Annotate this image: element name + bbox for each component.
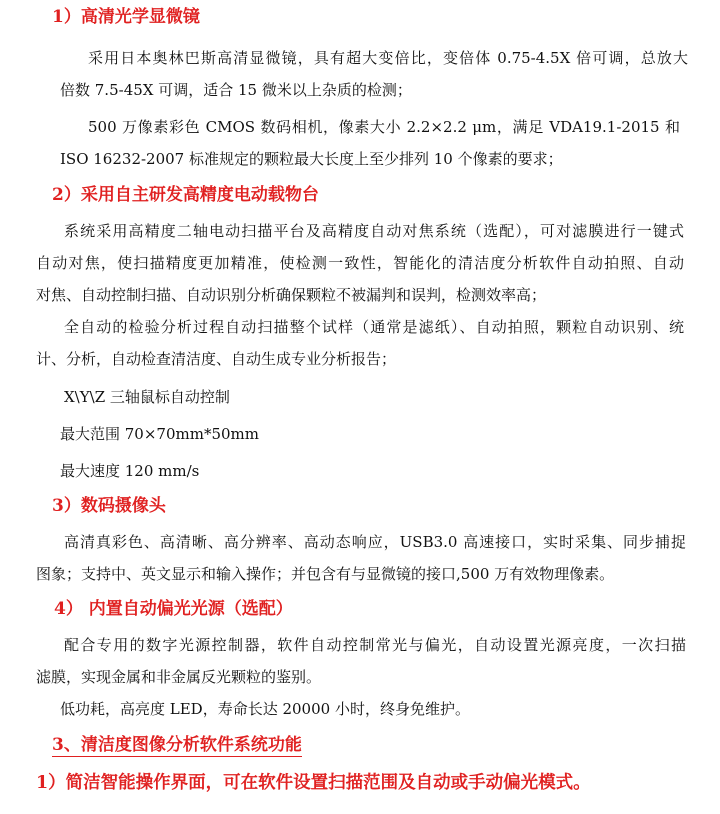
paragraph-line: 配合专用的数字光源控制器，软件自动控制常光与偏光，自动设置光源亮度，一次扫描 — [64, 636, 686, 654]
paragraph-line: 倍数 7.5-45X 可调，适合 15 微米以上杂质的检测； — [60, 81, 412, 99]
paragraph-line: ISO 16232-2007 标准规定的颗粒最大长度上至少排列 10 个像素的要求； — [60, 150, 563, 168]
heading-software-functions — [52, 734, 302, 756]
paragraph-line: 低功耗，高亮度 LED，寿命长达 20000 小时，终身免维护。 — [60, 700, 470, 718]
paragraph-line: 对焦、自动控制扫描、自动识别分析确保颗粒不被漏判和误判，检测效率高； — [36, 286, 547, 304]
heading-optical-microscope: 1）高清光学显微镜 — [52, 7, 200, 27]
heading-polarized-light: 4） 内置自动偏光光源（选配） — [54, 599, 293, 619]
paragraph-line: 500 万像素彩色 CMOS 数码相机，像素大小 2.2×2.2 μm，满足 VDA19.1-2015 和 — [88, 118, 680, 136]
feature-item-1: 1）简洁智能操作界面，可在软件设置扫描范围及自动或手动偏光模式。 — [36, 773, 591, 793]
spec-axis-control: X\Y\Z 三轴鼠标自动控制 — [64, 388, 230, 406]
spec-max-speed: 最大速度 120 mm/s — [60, 462, 200, 480]
spec-max-range: 最大范围 70×70mm*50mm — [60, 425, 259, 443]
paragraph-line: 图象；支持中、英文显示和输入操作；并包含有与显微镜的接口,500 万有效物理像素。 — [36, 565, 615, 583]
paragraph-line: 高清真彩色、高清晰、高分辨率、高动态响应，USB3.0 高速接口，实时采集、同步捕捉 — [64, 533, 686, 551]
paragraph-line: 滤膜，实现金属和非金属反光颗粒的鉴别。 — [36, 668, 322, 686]
heading-text: 3、清洁度图像分析软件系统功能 — [52, 735, 302, 755]
paragraph-line: 自动对焦，使扫描精度更加精准，使检测一致性，智能化的清洁度分析软件自动拍照、自动 — [36, 254, 684, 272]
heading-digital-camera: 3）数码摄像头 — [52, 496, 166, 516]
paragraph-line: 计、分析，自动检查清洁度、自动生成专业分析报告； — [36, 350, 397, 368]
heading-motorized-stage: 2）采用自主研发高精度电动载物台 — [52, 185, 319, 205]
paragraph-line: 全自动的检验分析过程自动扫描整个试样（通常是滤纸）、自动拍照，颗粒自动识别、统 — [64, 318, 684, 336]
paragraph-line: 系统采用高精度二轴电动扫描平台及高精度自动对焦系统（选配），可对滤膜进行一键式 — [64, 222, 684, 240]
paragraph-line: 采用日本奥林巴斯高清显微镜，具有超大变倍比，变倍体 0.75-4.5X 倍可调，总放大 — [88, 49, 688, 67]
